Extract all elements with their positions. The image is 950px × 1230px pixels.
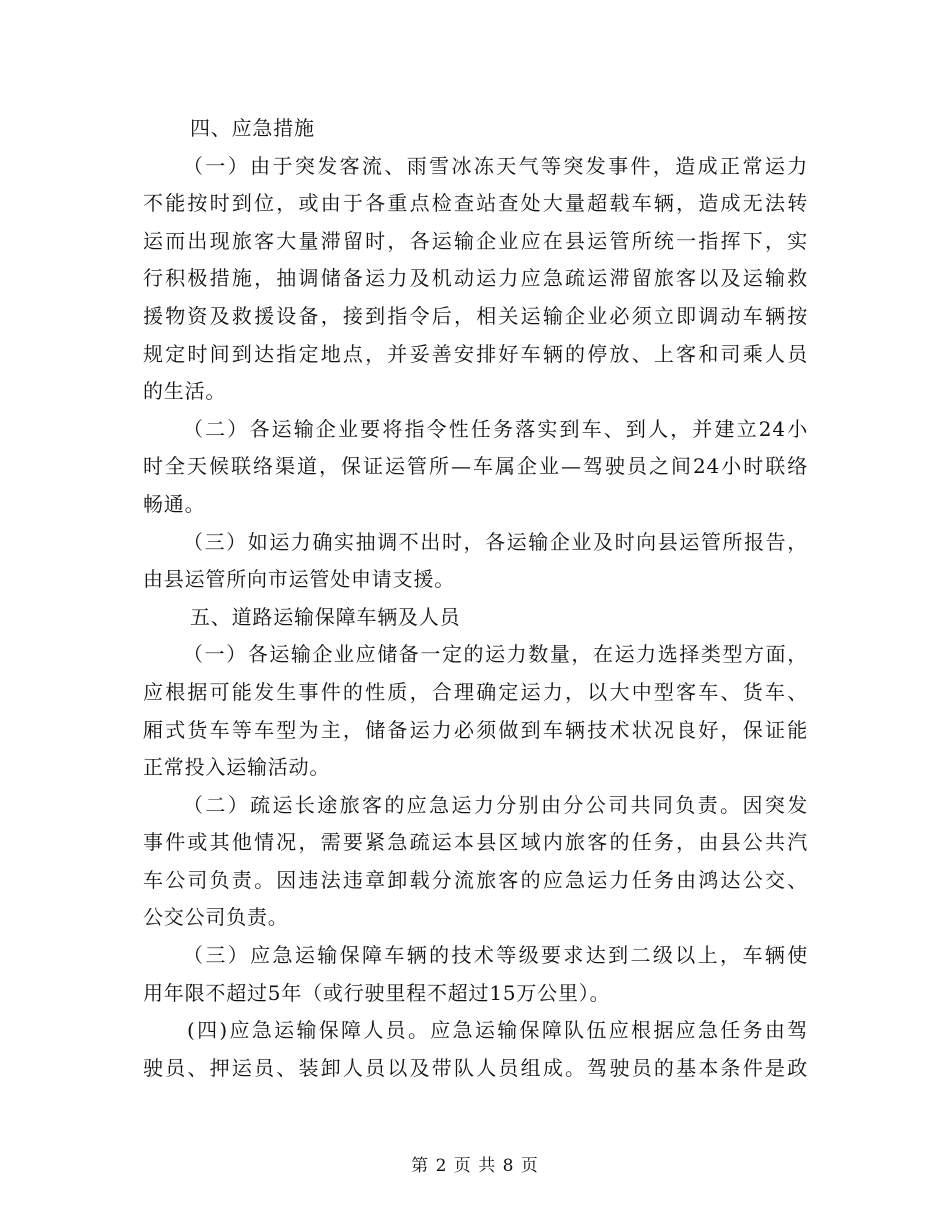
text-line: （二）疏运长途旅客的应急运力分别由分公司共同负责。因突发 bbox=[183, 792, 808, 817]
text-line: (四)应急运输保障人员。应急运输保障队伍应根据应急任务由驾 bbox=[187, 1018, 808, 1043]
text-line: 由县运管所向市运管处申请支援。 bbox=[143, 567, 455, 592]
text-line: （一）由于突发客流、雨雪冰冻天气等突发事件，造成正常运力 bbox=[183, 153, 808, 178]
text-line: 事件或其他情况，需要紧急疏运本县区域内旅客的任务，由县公共汽 bbox=[143, 830, 808, 855]
text-line: 厢式货车等车型为主，储备运力必须做到车辆技术状况良好，保证能 bbox=[143, 717, 808, 742]
text-line: 车公司负责。因违法违章卸载分流旅客的应急运力任务由鸿达公交、 bbox=[143, 867, 808, 892]
text-line: （三）应急运输保障车辆的技术等级要求达到二级以上，车辆使 bbox=[183, 943, 808, 968]
section-heading: 四、应急措施 bbox=[190, 116, 315, 140]
text-line: 应根据可能发生事件的性质，合理确定运力，以大中型客车、货车、 bbox=[143, 679, 808, 704]
text-line: （一）各运输企业应储备一定的运力数量，在运力选择类型方面， bbox=[183, 642, 808, 667]
text-line: 援物资及救援设备，接到指令后，相关运输企业必须立即调动车辆按 bbox=[143, 303, 808, 328]
text-line: （二）各运输企业要将指令性任务落实到车、到人，并建立24小 bbox=[183, 416, 808, 441]
text-line: 畅通。 bbox=[143, 491, 206, 516]
text-line: 运而出现旅客大量滞留时，各运输企业应在县运管所统一指挥下，实 bbox=[143, 228, 808, 253]
page-footer: 第 2 页 共 8 页 bbox=[411, 1156, 539, 1176]
text-line: 规定时间到达指定地点，并妥善安排好车辆的停放、上客和司乘人员 bbox=[143, 341, 808, 366]
text-line: 驶员、押运员、装卸人员以及带队人员组成。驾驶员的基本条件是政 bbox=[143, 1055, 808, 1080]
text-line: 公交公司负责。 bbox=[143, 905, 289, 930]
text-line: 时全天候联络渠道，保证运管所—车属企业—驾驶员之间24小时联络 bbox=[143, 454, 808, 479]
text-line: 的生活。 bbox=[143, 379, 227, 404]
text-line: 不能按时到位，或由于各重点检查站查处大量超载车辆，造成无法转 bbox=[143, 191, 808, 216]
body-text bbox=[143, 110, 808, 1087]
text-line: （三）如运力确实抽调不出时，各运输企业及时向县运管所报告， bbox=[183, 529, 808, 554]
text-line: 正常投入运输活动。 bbox=[143, 755, 331, 780]
section-heading: 五、道路运输保障车辆及人员 bbox=[190, 604, 461, 629]
text-line: 用年限不超过5年（或行驶里程不超过15万公里）。 bbox=[143, 980, 611, 1005]
text-line: 行积极措施，抽调储备运力及机动运力应急疏运滞留旅客以及运输救 bbox=[143, 266, 808, 291]
